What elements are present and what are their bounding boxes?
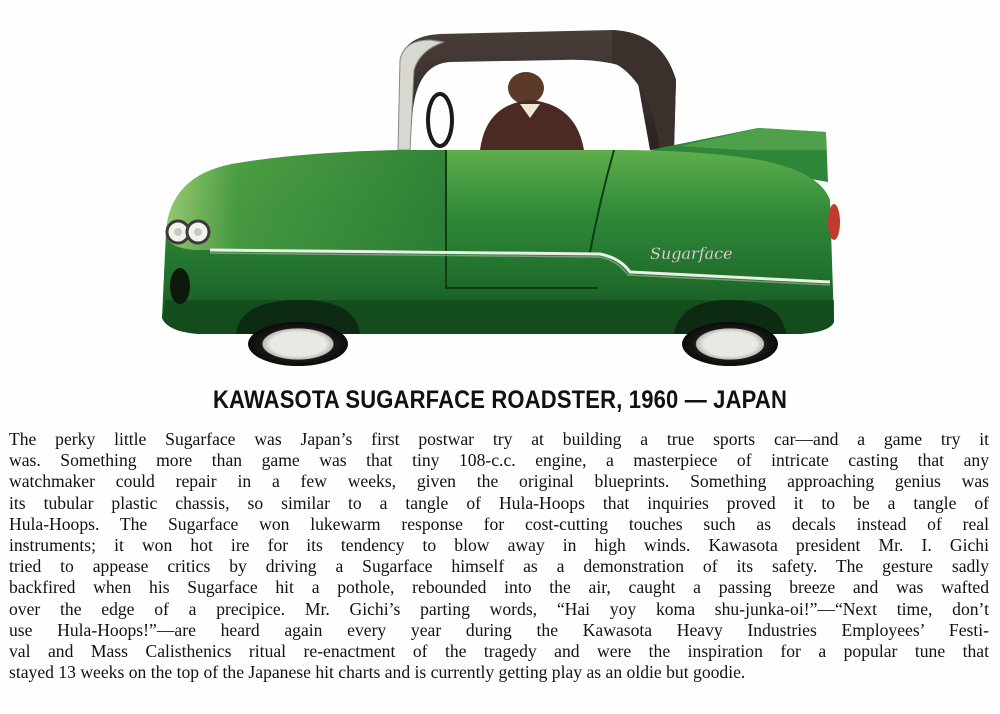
body-line: val and Mass Calisthenics ritual re-enactment of the tragedy and were the inspiration for a popular tune that: [9, 640, 989, 661]
car-badge: Sugarface: [650, 244, 733, 263]
body-line: over the edge of a precipice. Mr. Gichi’s parting words, “Hai yoy koma shu-junka-oi!”—“Next time, don’t: [9, 598, 989, 619]
body-line: use Hula-Hoops!”—are heard again every year during the Kawasota Heavy Industries Employees’ Festi-: [9, 619, 989, 640]
body-line: watchmaker could repair in a few weeks, given the original blueprints. Something approaching genius was: [9, 471, 989, 492]
driver-figure: [480, 72, 584, 150]
body-line: Hula-Hoops. The Sugarface won lukewarm response for cost-cutting touches such as decals instead of real: [9, 513, 989, 534]
body-line: stayed 13 weeks on the top of the Japanese hit charts and is currently getting play as an oldie but goodie.: [9, 662, 746, 683]
body-line: backfired when his Sugarface hit a pothole, rebounded into the air, caught a passing breeze and was wafted: [9, 577, 989, 598]
body-line: its tubular plastic chassis, so similar to a tangle of Hula-Hoops that inquiries proved it to be a tangle of: [9, 492, 989, 513]
air-intake: [170, 268, 190, 304]
body-line: instruments; it won hot ire for its tendency to blow away in high winds. Kawasota president Mr. I. Gichi: [9, 534, 989, 555]
body-line: tried to appease critics by driving a Sugarface himself as a demonstration of its safety. The gesture sadly: [9, 556, 989, 577]
body-line: was. Something more than game was that tiny 108-c.c. engine, a masterpiece of intricate casting that any: [9, 450, 989, 471]
article-title: KAWASOTA SUGARFACE ROADSTER, 1960 — JAPAN: [212, 386, 788, 414]
front-wheel: [236, 300, 360, 366]
body-line: The perky little Sugarface was Japan’s first postwar try at building a true sports car—and a game try it: [9, 429, 989, 449]
rear-wheel: [674, 300, 786, 366]
tail-light: [828, 204, 840, 240]
steering-wheel: [428, 94, 452, 146]
article-body: [9, 429, 989, 683]
